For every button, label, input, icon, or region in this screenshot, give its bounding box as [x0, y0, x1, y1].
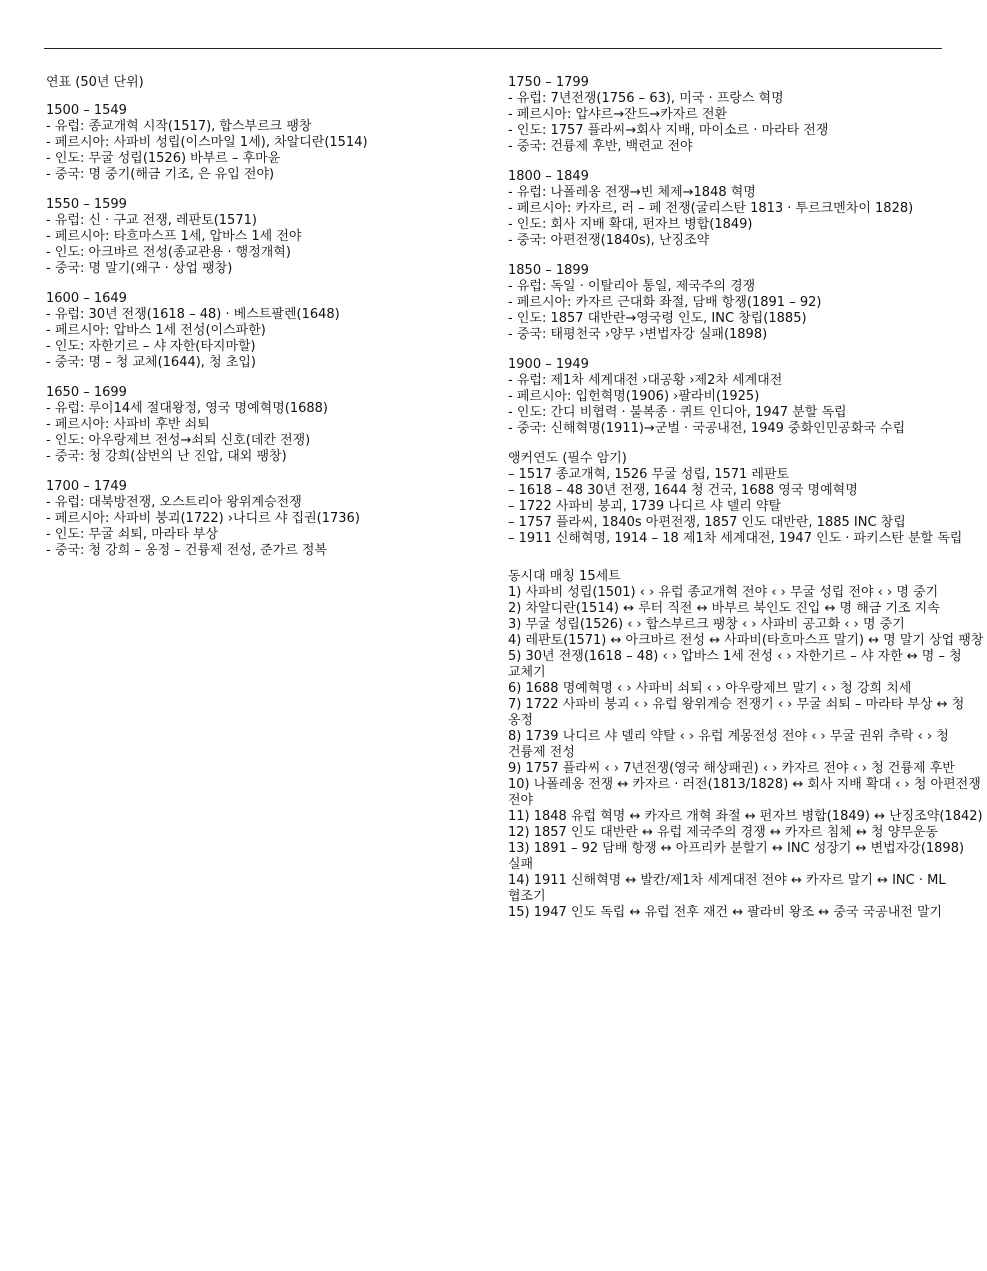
anchor-line: – 1618 – 48 30년 전쟁, 1644 청 건국, 1688 영국 명예혁명 — [508, 483, 858, 498]
period-label: 1600 – 1649 — [46, 291, 127, 306]
period-line: - 페르시아: 카자르, 러 – 페 전쟁(굴리스탄 1813 · 투르크멘차이 1828) — [508, 201, 914, 216]
period-block — [508, 75, 986, 155]
anchor-years-block — [508, 451, 986, 547]
period-line: - 페르시아: 압바스 1세 전성(이스파한) — [46, 323, 266, 338]
period-line: - 인도: 아크바르 전성(종교관용 · 행정개혁) — [46, 245, 291, 260]
period-label: 1750 – 1799 — [508, 75, 589, 90]
period-line: - 인도: 간디 비협력 · 불복종 · 퀴트 인디아, 1947 분할 독립 — [508, 405, 847, 420]
matching-line: 11) 1848 유럽 혁명 ↔ 카자르 개혁 좌절 ↔ 펀자브 병합(1849) ↔ 난징조약(1842) — [508, 809, 983, 824]
anchor-line: – 1757 플라씨, 1840s 아편전쟁, 1857 인도 대반란, 1885 INC 창립 — [508, 515, 906, 530]
period-line: - 유럽: 제1차 세계대전 ›대공황 ›제2차 세계대전 — [508, 373, 783, 388]
period-line: - 중국: 청 강희(삼번의 난 진압, 대외 팽창) — [46, 449, 287, 464]
period-line: - 유럽: 30년 전쟁(1618 – 48) · 베스트팔렌(1648) — [46, 307, 340, 322]
matching-line: 12) 1857 인도 대반란 ↔ 유럽 제국주의 경쟁 ↔ 카자르 침체 ↔ 청 양무운동 — [508, 825, 938, 840]
period-label: 1800 – 1849 — [508, 169, 589, 184]
period-line: - 중국: 청 강희 – 옹정 – 건륭제 전성, 준가르 정복 — [46, 543, 328, 558]
matching-line: 2) 차알디란(1514) ↔ 루터 직전 ↔ 바부르 북인도 진입 ↔ 명 해금 기조 지속 — [508, 601, 940, 616]
anchor-line: – 1517 종교개혁, 1526 무굴 성립, 1571 레판토 — [508, 467, 790, 482]
period-line: - 유럽: 7년전쟁(1756 – 63), 미국 · 프랑스 혁명 — [508, 91, 784, 106]
period-label: 1850 – 1899 — [508, 263, 589, 278]
period-line: - 인도: 아우랑제브 전성→쇠퇴 신호(데칸 전쟁) — [46, 433, 311, 448]
period-line: - 유럽: 나폴레옹 전쟁→빈 체제→1848 혁명 — [508, 185, 756, 200]
anchor-line: – 1722 사파비 붕괴, 1739 나디르 샤 델리 약탈 — [508, 499, 782, 514]
matching-line: 4) 레판토(1571) ↔ 아크바르 전성 ↔ 사파비(타흐마스프 말기) ↔ 명 말기 상업 팽창 — [508, 633, 984, 648]
period-block — [46, 291, 486, 371]
matching-title: 동시대 매칭 15세트 — [508, 569, 621, 584]
period-label: 1700 – 1749 — [46, 479, 127, 494]
matching-block — [508, 569, 986, 921]
period-line: - 중국: 명 말기(왜구 · 상업 팽창) — [46, 261, 233, 276]
top-divider — [44, 48, 942, 49]
period-line: - 유럽: 신 · 구교 전쟁, 레판토(1571) — [46, 213, 257, 228]
matching-line: 1) 사파비 성립(1501) ‹ › 유럽 종교개혁 전야 ‹ › 무굴 성립 전야 ‹ › 명 중기 — [508, 585, 939, 600]
period-line: - 유럽: 종교개혁 시작(1517), 합스부르크 팽창 — [46, 119, 312, 134]
period-label: 1550 – 1599 — [46, 197, 127, 212]
period-line: - 인도: 1757 플라씨→회사 지배, 마이소르 · 마라타 전쟁 — [508, 123, 829, 138]
matching-line: 13) 1891 – 92 담배 항쟁 ↔ 아프리카 분할기 ↔ INC 성장기 ↔ 변법자강(1898) 실패 — [508, 841, 965, 872]
period-block — [46, 197, 486, 277]
matching-line: 5) 30년 전쟁(1618 – 48) ‹ › 압바스 1세 전성 ‹ › 자한기르 – 샤 자한 ↔ 명 – 청 교체기 — [508, 649, 962, 680]
period-line: - 페르시아: 카자르 근대화 좌절, 담배 항쟁(1891 – 92) — [508, 295, 822, 310]
matching-line: 7) 1722 사파비 붕괴 ‹ › 유럽 왕위계승 전쟁기 ‹ › 무굴 쇠퇴 – 마라타 부상 ↔ 청 옹정 — [508, 697, 965, 728]
left-column — [46, 75, 486, 573]
period-block — [46, 103, 486, 183]
period-label: 1900 – 1949 — [508, 357, 589, 372]
matching-line: 14) 1911 신해혁명 ↔ 발칸/제1차 세계대전 전야 ↔ 카자르 말기 ↔ INC · ML 협조기 — [508, 873, 946, 904]
period-line: - 중국: 건륭제 후반, 백련교 전야 — [508, 139, 693, 154]
period-line: - 페르시아: 압샤르→잔드→카자르 전환 — [508, 107, 728, 122]
period-label: 1500 – 1549 — [46, 103, 127, 118]
matching-line: 10) 나폴레옹 전쟁 ↔ 카자르 · 러전(1813/1828) ↔ 회사 지배 확대 ‹ › 청 아편전쟁 전야 — [508, 777, 981, 808]
period-block — [46, 479, 486, 559]
anchor-line: – 1911 신해혁명, 1914 – 18 제1차 세계대전, 1947 인도 · 파키스탄 분할 독립 — [508, 531, 963, 546]
period-line: - 페르시아: 입헌혁명(1906) ›팔라비(1925) — [508, 389, 760, 404]
period-block — [508, 357, 986, 437]
period-line: - 유럽: 독일 · 이탈리아 통일, 제국주의 경쟁 — [508, 279, 756, 294]
period-line: - 인도: 무굴 성립(1526) 바부르 – 후마윤 — [46, 151, 281, 166]
period-line: - 인도: 무굴 쇠퇴, 마라타 부상 — [46, 527, 219, 542]
matching-line: 6) 1688 명예혁명 ‹ › 사파비 쇠퇴 ‹ › 아우랑제브 말기 ‹ › 청 강희 치세 — [508, 681, 912, 696]
period-line: - 인도: 자한기르 – 샤 자한(타지마할) — [46, 339, 256, 354]
period-line: - 페르시아: 사파비 성립(이스마일 1세), 차알디란(1514) — [46, 135, 368, 150]
period-line: - 페르시아: 타흐마스프 1세, 압바스 1세 전야 — [46, 229, 302, 244]
right-column — [508, 75, 986, 935]
period-line: - 중국: 명 중기(해금 기조, 은 유입 전야) — [46, 167, 275, 182]
period-block — [46, 385, 486, 465]
period-line: - 유럽: 대북방전쟁, 오스트리아 왕위계승전쟁 — [46, 495, 302, 510]
section-gap — [508, 561, 986, 569]
period-line: - 인도: 1857 대반란→영국령 인도, INC 창립(1885) — [508, 311, 807, 326]
page-title: 연표 (50년 단위) — [46, 75, 144, 90]
period-line: - 중국: 태평천국 ›양무 ›변법자강 실패(1898) — [508, 327, 768, 342]
period-line: - 중국: 아편전쟁(1840s), 난징조약 — [508, 233, 710, 248]
period-line: - 중국: 신해혁명(1911)→군벌 · 국공내전, 1949 중화인민공화국 수립 — [508, 421, 906, 436]
anchor-years-title: 앵커연도 (필수 암기) — [508, 451, 627, 466]
matching-line: 8) 1739 나디르 샤 델리 약탈 ‹ › 유럽 계몽전성 전야 ‹ › 무굴 권위 추락 ‹ › 청 건륭제 전성 — [508, 729, 949, 760]
period-line: - 중국: 명 – 청 교체(1644), 청 초입) — [46, 355, 256, 370]
period-line: - 페르시아: 사파비 붕괴(1722) ›나디르 샤 집권(1736) — [46, 511, 360, 526]
period-block — [508, 263, 986, 343]
matching-line: 3) 무굴 성립(1526) ‹ › 합스부르크 팽창 ‹ › 사파비 공고화 ‹ › 명 중기 — [508, 617, 905, 632]
period-label: 1650 – 1699 — [46, 385, 127, 400]
matching-line: 15) 1947 인도 독립 ↔ 유럽 전후 재건 ↔ 팔라비 왕조 ↔ 중국 국공내전 말기 — [508, 905, 943, 920]
period-line: - 인도: 회사 지배 확대, 펀자브 병합(1849) — [508, 217, 753, 232]
period-block — [508, 169, 986, 249]
period-line: - 페르시아: 사파비 후반 쇠퇴 — [46, 417, 210, 432]
period-line: - 유럽: 루이14세 절대왕정, 영국 명예혁명(1688) — [46, 401, 329, 416]
matching-line: 9) 1757 플라씨 ‹ › 7년전쟁(영국 해상패권) ‹ › 카자르 전야 ‹ › 청 건륭제 후반 — [508, 761, 955, 776]
